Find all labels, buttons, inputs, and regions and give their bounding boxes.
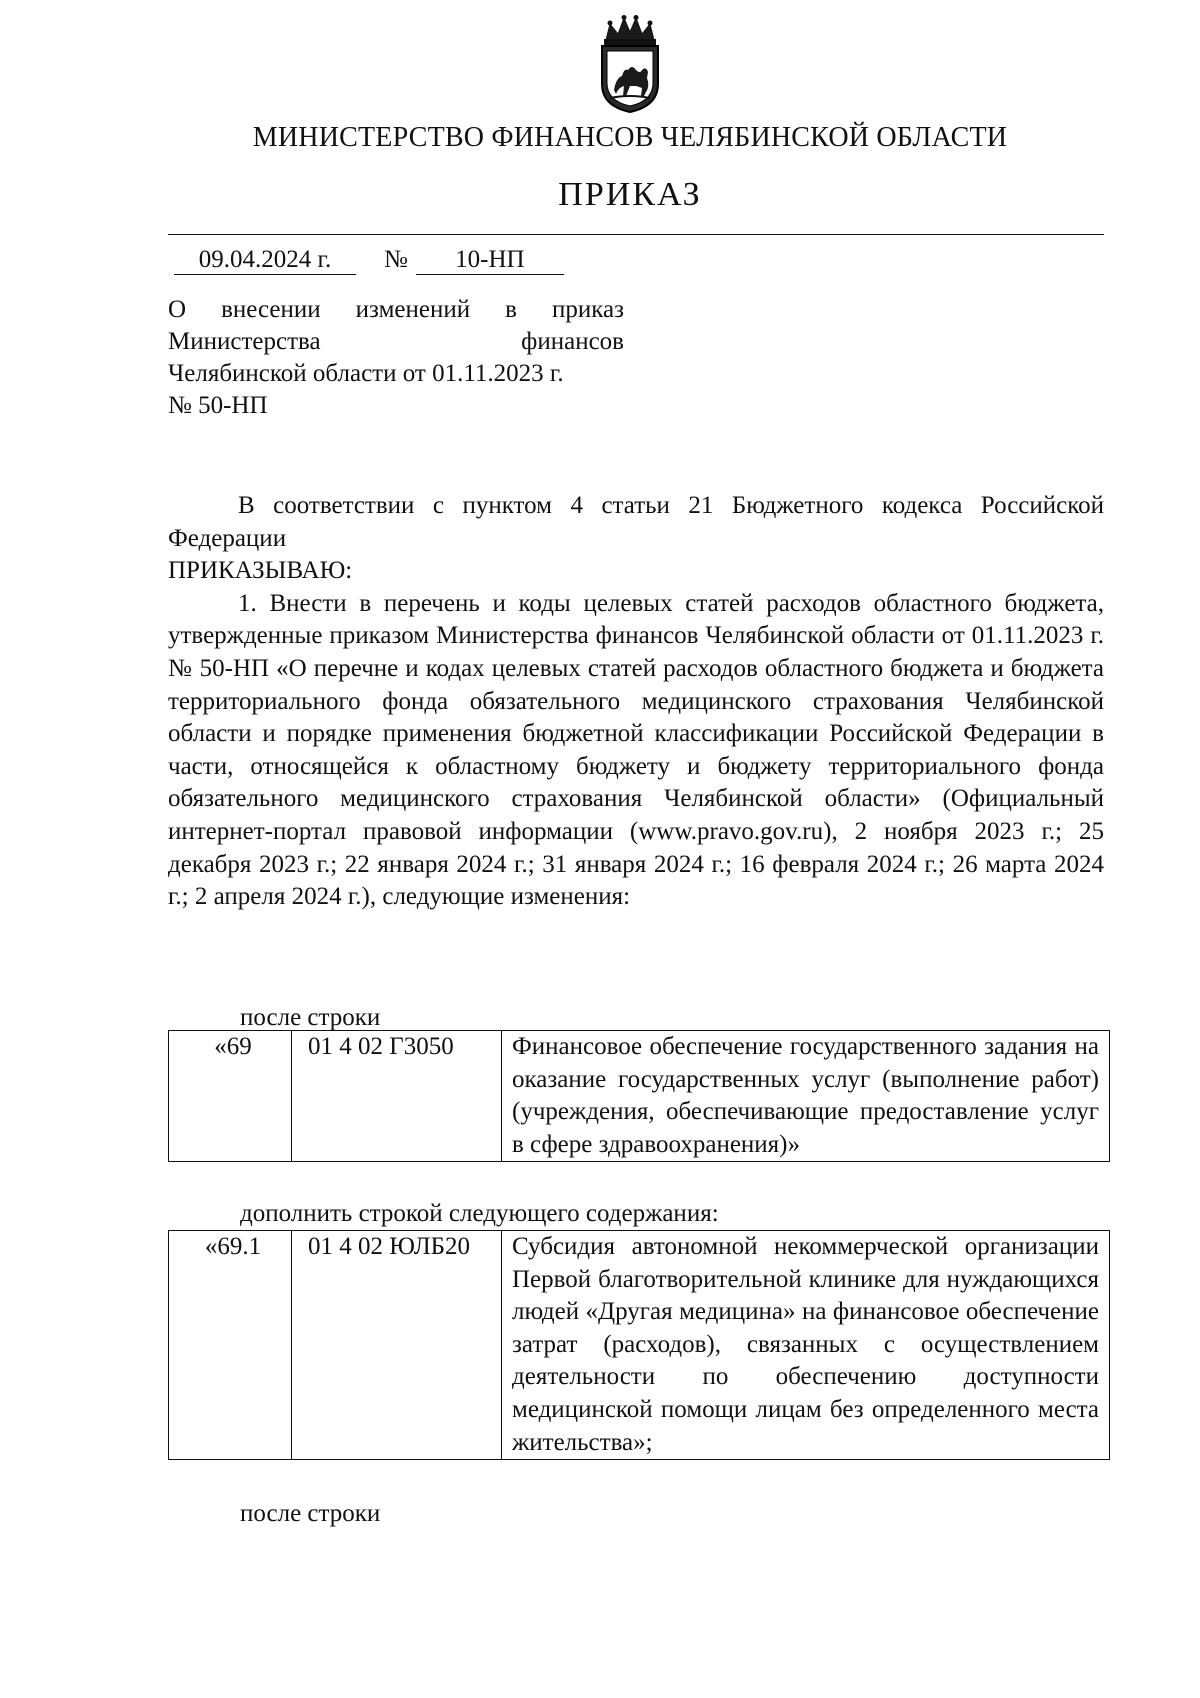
row-number-cell: «69 bbox=[169, 1031, 292, 1162]
subject-line: Министерства финансов bbox=[168, 328, 624, 355]
table-row bbox=[169, 1231, 1110, 1460]
subject-line: О внесении изменений в приказ bbox=[168, 296, 624, 323]
order-subject bbox=[168, 294, 624, 422]
header-rule bbox=[168, 234, 1104, 235]
preamble-paragraph: В соответствии с пунктом 4 статьи 21 Бюджетного кодекса Российской Федерации bbox=[168, 492, 1104, 552]
subject-line: Челябинской области от 01.11.2023 г. bbox=[168, 360, 564, 387]
order-word: ПРИКАЗЫВАЮ: bbox=[168, 557, 353, 585]
code-cell: 01 4 02 Г3050 bbox=[292, 1031, 502, 1162]
order-body bbox=[168, 490, 1104, 914]
table-row bbox=[169, 1031, 1110, 1162]
order-date: 09.04.2024 г. bbox=[174, 246, 356, 275]
row-number-cell: «69.1 bbox=[169, 1231, 292, 1460]
codes-table-existing-row bbox=[168, 1030, 1110, 1162]
document-type-title: ПРИКАЗ bbox=[558, 176, 702, 213]
order-number: 10-НП bbox=[416, 246, 564, 275]
chelyabinsk-coat-of-arms-icon bbox=[592, 14, 668, 114]
codes-table-new-row bbox=[168, 1230, 1110, 1460]
description-cell: Субсидия автономной некоммерческой организации Первой благотворительной клинике для нуждающихся людей «Другая медицина» на финансовое обеспечение затрат (расходов), связанных с осуществлением деятельности по обеспечению доступности медицинской помощи лицам без определенного места жительства»; bbox=[502, 1231, 1110, 1460]
date-number-line bbox=[174, 246, 564, 275]
subject-line: № 50-НП bbox=[168, 392, 268, 419]
after-row-label-2: после строки bbox=[240, 1500, 381, 1527]
description-cell: Финансовое обеспечение государственного задания на оказание государственных услуг (выполнение работ) (учреждения, обеспечивающие предоставление услуг в сфере здравоохранения)» bbox=[502, 1031, 1110, 1162]
ministry-title: МИНИСТЕРСТВО ФИНАНСОВ ЧЕЛЯБИНСКОЙ ОБЛАСТИ bbox=[252, 122, 1008, 153]
code-cell: 01 4 02 ЮЛБ20 bbox=[292, 1231, 502, 1460]
number-sign: № bbox=[384, 246, 408, 273]
add-row-label: дополнить строкой следующего содержания: bbox=[240, 1200, 719, 1227]
after-row-label: после строки bbox=[240, 1004, 381, 1031]
item-1-paragraph: 1. Внести в перечень и коды целевых статей расходов областного бюджета, утвержденные приказом Министерства финансов Челябинской области от 01.11.2023 г. № 50-НП «О перечне и кодах целевых статей расходов областного бюджета и бюджета территориального фонда обязательного медицинского страхования Челябинской области и порядке применения бюджетной классификации Российской Федерации в части, относящейся к областному бюджету и бюджету территориального фонда обязательного медицинского страхования Челябинской области» (Официальный интернет-портал правовой информации (www.pravo.gov.ru), 2 ноября 2023 г.; 25 декабря 2023 г.; 22 января 2024 г.; 31 января 2024 г.; 16 февраля 2024 г.; 26 марта 2024 г.; 2 апреля 2024 г.), следующие изменения: bbox=[168, 589, 1104, 911]
